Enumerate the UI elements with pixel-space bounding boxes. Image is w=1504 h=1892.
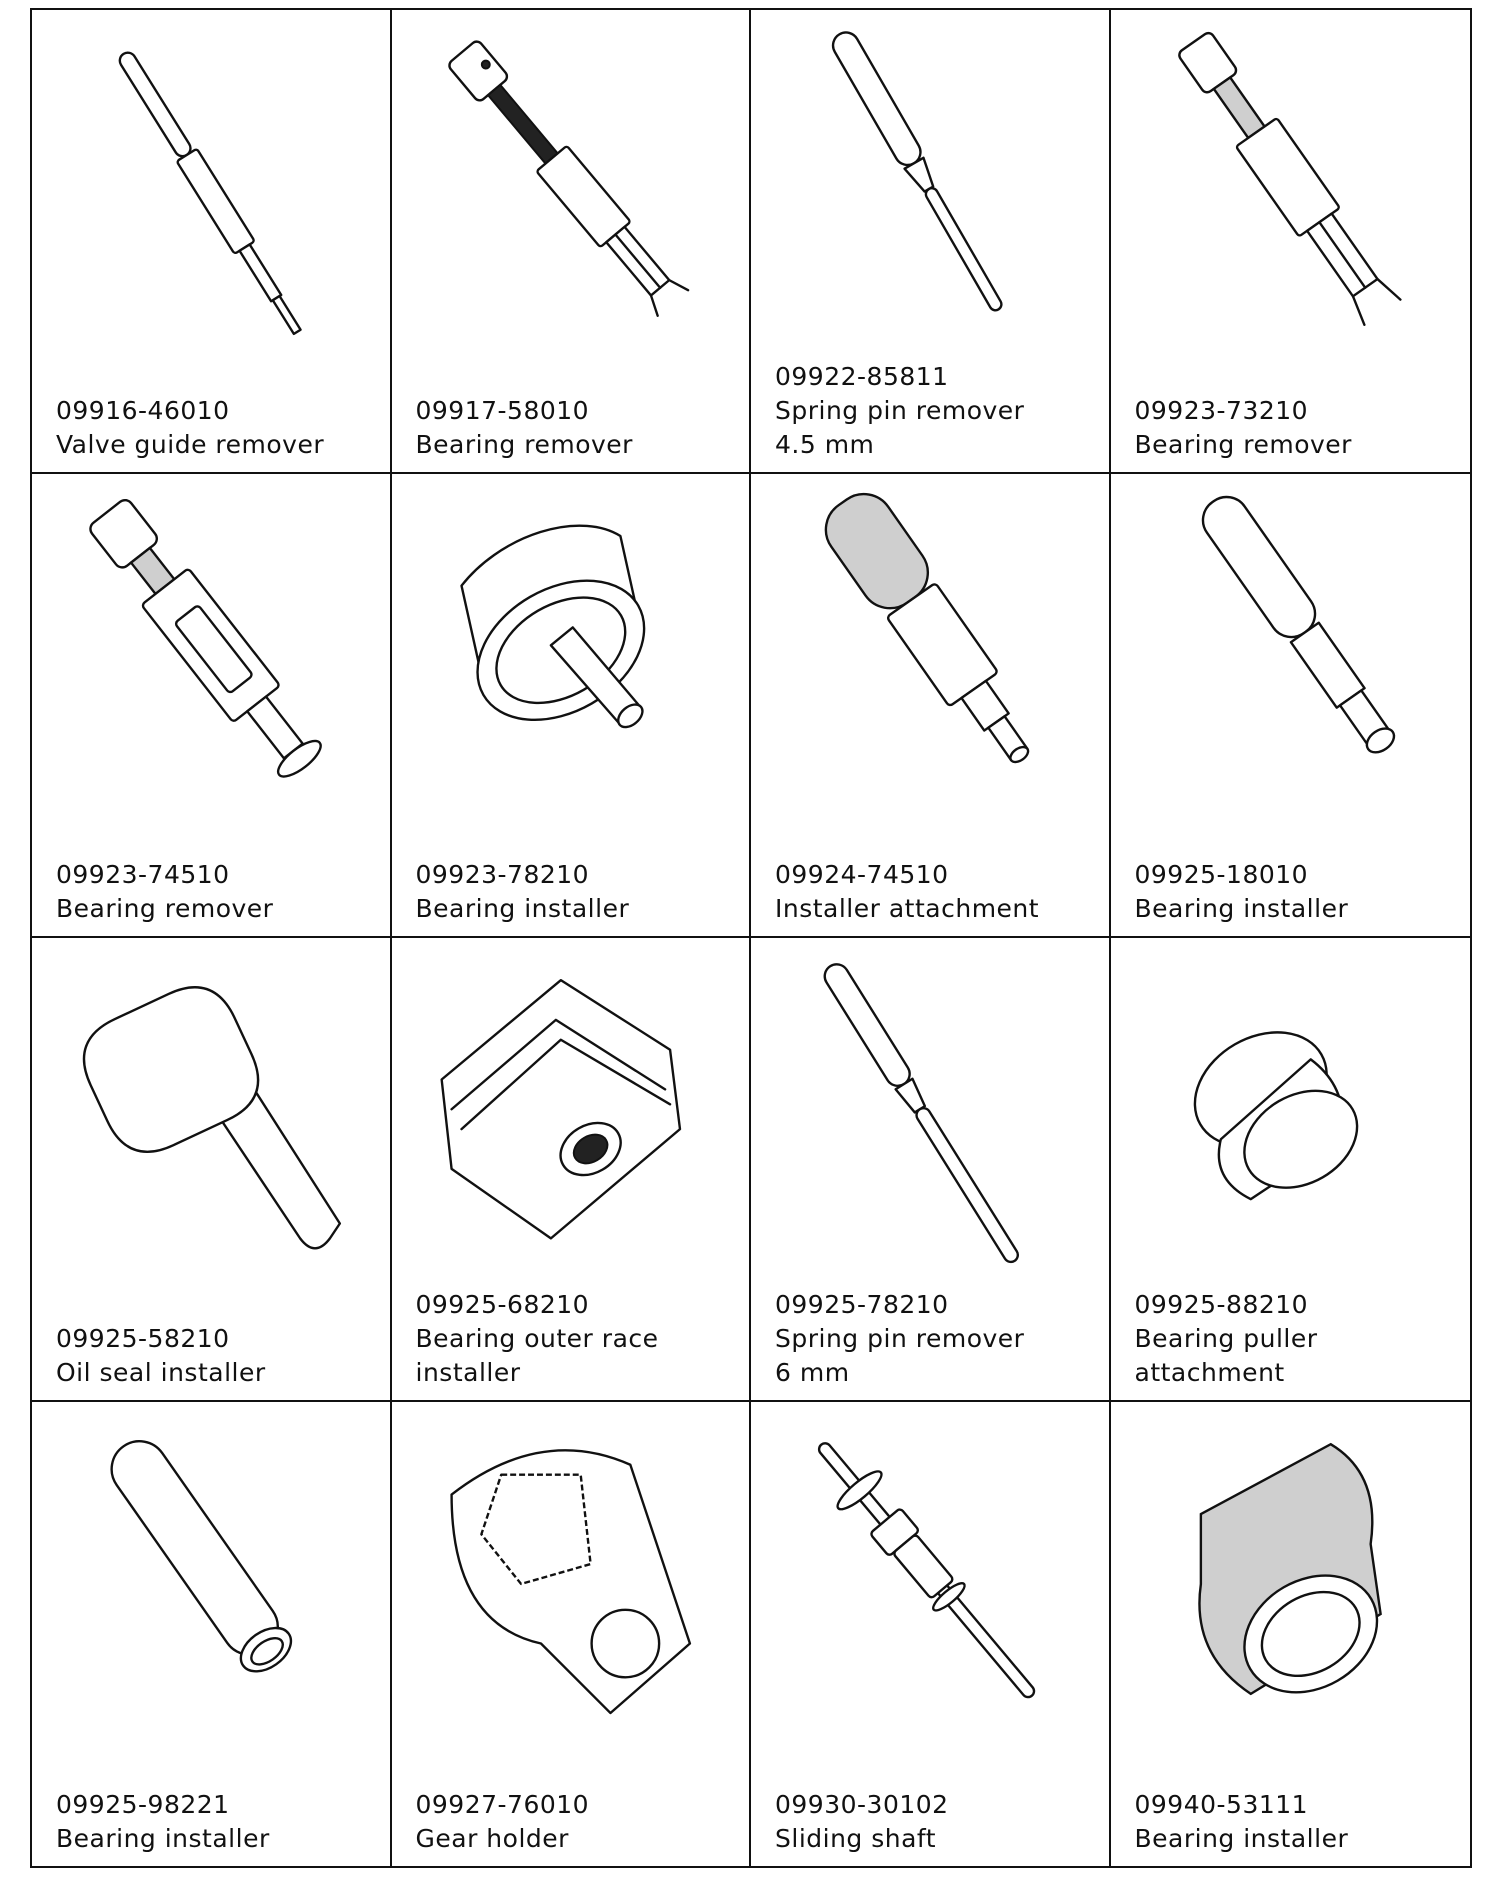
part-number: 09925-58210 xyxy=(56,1324,230,1353)
tool-name: Spring pin remover xyxy=(775,396,1025,425)
tool-name: Bearing outer race xyxy=(415,1324,659,1353)
tool-caption xyxy=(416,1788,740,1856)
tool-caption xyxy=(56,1322,380,1390)
part-number: 09940-53111 xyxy=(1134,1790,1309,1819)
part-number: 09923-78210 xyxy=(415,860,590,889)
tool-cell xyxy=(751,938,1111,1402)
part-number: 09925-78210 xyxy=(775,1290,949,1319)
bearing-installer-icon xyxy=(392,474,750,807)
part-number: 09925-88210 xyxy=(1134,1290,1309,1319)
part-number: 09925-98221 xyxy=(56,1790,230,1819)
tool-name: Bearing installer xyxy=(56,1824,270,1853)
tool-name: Bearing installer xyxy=(415,894,630,923)
special-tools-grid xyxy=(30,8,1472,1868)
tool-name: Spring pin remover xyxy=(775,1324,1025,1353)
tool-name: Bearing installer xyxy=(1134,1824,1349,1853)
tool-caption xyxy=(775,858,1099,926)
part-number: 09917-58010 xyxy=(415,396,590,425)
tool-cell xyxy=(1111,938,1471,1402)
installer-attachment-icon xyxy=(751,474,1109,807)
tool-name-line2: 4.5 mm xyxy=(775,430,875,459)
tool-caption xyxy=(775,1788,1099,1856)
tool-name: Bearing puller xyxy=(1134,1324,1318,1353)
tool-name: Gear holder xyxy=(415,1824,569,1853)
part-number: 09923-73210 xyxy=(1134,396,1309,425)
tool-caption xyxy=(56,394,380,462)
oil-seal-installer-icon xyxy=(32,938,390,1271)
tool-cell xyxy=(1111,1402,1471,1866)
tool-cell xyxy=(1111,10,1471,474)
part-number: 09923-74510 xyxy=(56,860,230,889)
tool-cell xyxy=(32,938,392,1402)
sliding-shaft-icon xyxy=(751,1402,1109,1736)
valve-guide-remover-icon xyxy=(32,10,390,343)
bearing-outer-race-installer-icon xyxy=(392,938,750,1271)
spring-pin-remover-icon xyxy=(751,10,1109,343)
tool-name: Valve guide remover xyxy=(56,430,325,459)
bearing-installer-icon xyxy=(1111,1402,1471,1736)
tool-name: Installer attachment xyxy=(775,894,1040,923)
tool-caption xyxy=(416,858,740,926)
bearing-installer-icon xyxy=(1111,474,1471,807)
tool-name: Oil seal installer xyxy=(56,1358,266,1387)
part-number: 09925-68210 xyxy=(415,1290,590,1319)
bearing-remover-icon xyxy=(392,10,750,343)
bearing-remover-icon xyxy=(32,474,390,807)
tool-cell xyxy=(1111,474,1471,938)
tool-cell xyxy=(751,10,1111,474)
tool-name-line2: installer xyxy=(415,1358,521,1387)
tool-caption xyxy=(56,1788,380,1856)
bearing-remover-icon xyxy=(1111,10,1471,343)
tool-cell xyxy=(32,10,392,474)
bearing-puller-attachment-icon xyxy=(1111,938,1471,1271)
part-number: 09930-30102 xyxy=(775,1790,949,1819)
tool-name: Bearing remover xyxy=(1134,430,1352,459)
tool-name: Bearing installer xyxy=(1134,894,1349,923)
part-number: 09922-85811 xyxy=(775,362,949,391)
tool-name: Bearing remover xyxy=(56,894,274,923)
part-number: 09925-18010 xyxy=(1134,860,1309,889)
tool-cell xyxy=(392,938,752,1402)
tool-caption xyxy=(416,394,740,462)
part-number: 09916-46010 xyxy=(56,396,230,425)
tool-caption xyxy=(1135,858,1461,926)
part-number: 09924-74510 xyxy=(775,860,949,889)
tool-caption xyxy=(1135,1288,1461,1390)
tool-cell xyxy=(32,1402,392,1866)
part-number: 09927-76010 xyxy=(415,1790,590,1819)
tool-caption xyxy=(416,1288,740,1390)
tool-name-line2: 6 mm xyxy=(775,1358,850,1387)
tool-cell xyxy=(32,474,392,938)
tool-name-line2: attachment xyxy=(1134,1358,1285,1387)
tool-caption xyxy=(1135,1788,1461,1856)
tool-cell xyxy=(392,10,752,474)
tool-caption xyxy=(775,1288,1099,1390)
tool-name: Bearing remover xyxy=(415,430,633,459)
bearing-installer-icon xyxy=(32,1402,390,1736)
gear-holder-icon xyxy=(392,1402,750,1736)
tool-caption xyxy=(1135,394,1461,462)
spring-pin-remover-icon xyxy=(751,938,1109,1271)
tool-caption xyxy=(56,858,380,926)
tool-cell xyxy=(751,474,1111,938)
tool-cell xyxy=(392,474,752,938)
tool-cell xyxy=(751,1402,1111,1866)
tool-cell xyxy=(392,1402,752,1866)
tool-name: Sliding shaft xyxy=(775,1824,937,1853)
tool-caption xyxy=(775,360,1099,462)
